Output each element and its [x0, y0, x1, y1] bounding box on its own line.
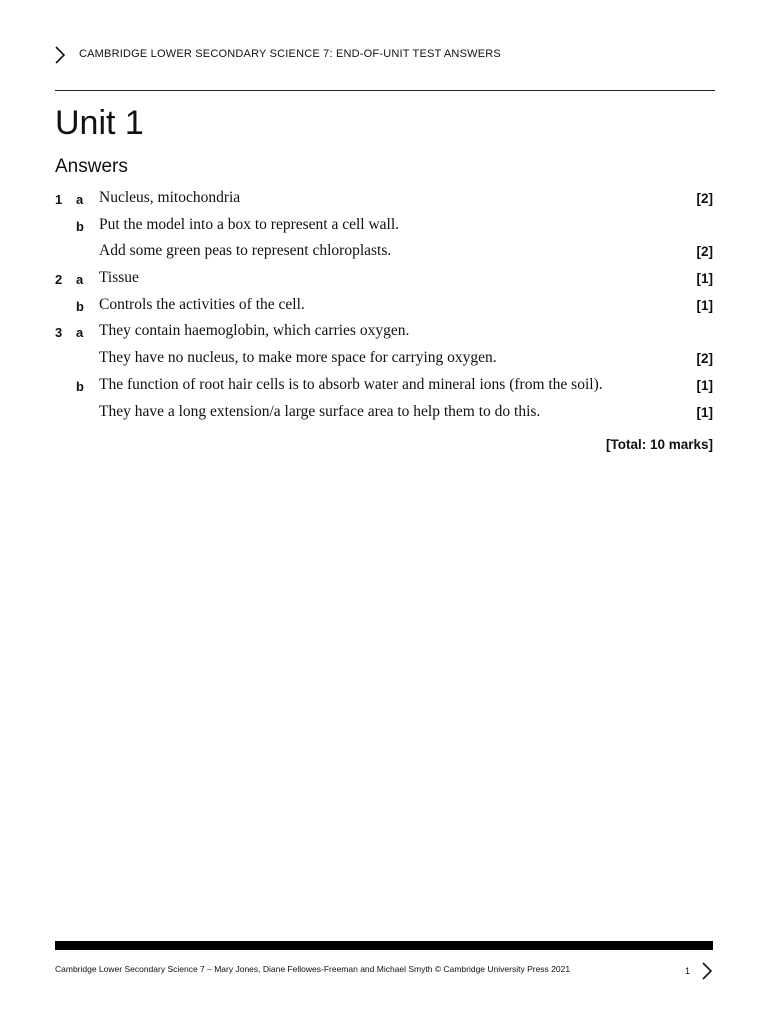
next-page-chevron-icon[interactable] [702, 962, 712, 980]
answer-row [55, 293, 715, 320]
part-label: b [76, 298, 84, 314]
answers-list [55, 186, 715, 426]
question-number: 2 [55, 272, 63, 288]
answer-row [55, 213, 715, 240]
marks-value: [1] [696, 297, 713, 313]
answer-row [55, 239, 715, 266]
part-label: a [76, 272, 84, 288]
answer-text: Put the model into a box to represent a cell wall. [99, 215, 400, 233]
marks-value: [2] [696, 244, 713, 260]
total-marks: [Total: 10 marks] [605, 437, 713, 452]
page-number: 1 [685, 966, 691, 976]
answer-text: Nucleus, mitochondria [99, 189, 241, 206]
answer-row [55, 346, 715, 373]
marks-value: [1] [696, 271, 713, 287]
answer-row [55, 266, 715, 293]
marks-value: [1] [696, 377, 713, 393]
answer-row [55, 373, 715, 400]
answer-text: They have no nucleus, to make more space for carrying oxygen. [99, 349, 497, 367]
footer-copyright: Cambridge Lower Secondary Science 7 – Mary Jones, Diane Fellowes-Freeman and Michael Smyth © Cambridge University Press 2021 [55, 964, 571, 974]
answer-text: Tissue [99, 269, 139, 287]
page-header [55, 45, 715, 67]
part-label: b [76, 218, 84, 234]
chevron-right-icon [55, 46, 65, 64]
footer-bar [55, 941, 713, 950]
marks-value: [2] [696, 351, 713, 367]
unit-title: Unit 1 [55, 104, 144, 142]
header-divider [55, 90, 715, 91]
answer-text: Add some green peas to represent chloroplasts. [99, 242, 392, 260]
part-label: a [76, 192, 84, 207]
answer-text: The function of root hair cells is to absorb water and mineral ions (from the soil). [99, 375, 603, 393]
answers-heading: Answers [55, 156, 128, 177]
part-label: b [76, 378, 84, 394]
answer-text: They contain haemoglobin, which carries oxygen. [99, 322, 410, 340]
answer-row [55, 186, 715, 213]
part-label: a [76, 325, 84, 341]
question-number: 1 [55, 192, 63, 207]
marks-value: [1] [696, 404, 713, 420]
answer-text: Controls the activities of the cell. [99, 295, 305, 313]
answer-row [55, 400, 715, 427]
answer-row [55, 319, 715, 346]
header-title: CAMBRIDGE LOWER SECONDARY SCIENCE 7: END-OF-UNIT TEST ANSWERS [79, 48, 501, 60]
question-number: 3 [55, 325, 63, 341]
marks-value: [2] [696, 191, 713, 206]
answer-text: They have a long extension/a large surface area to help them to do this. [99, 402, 541, 420]
